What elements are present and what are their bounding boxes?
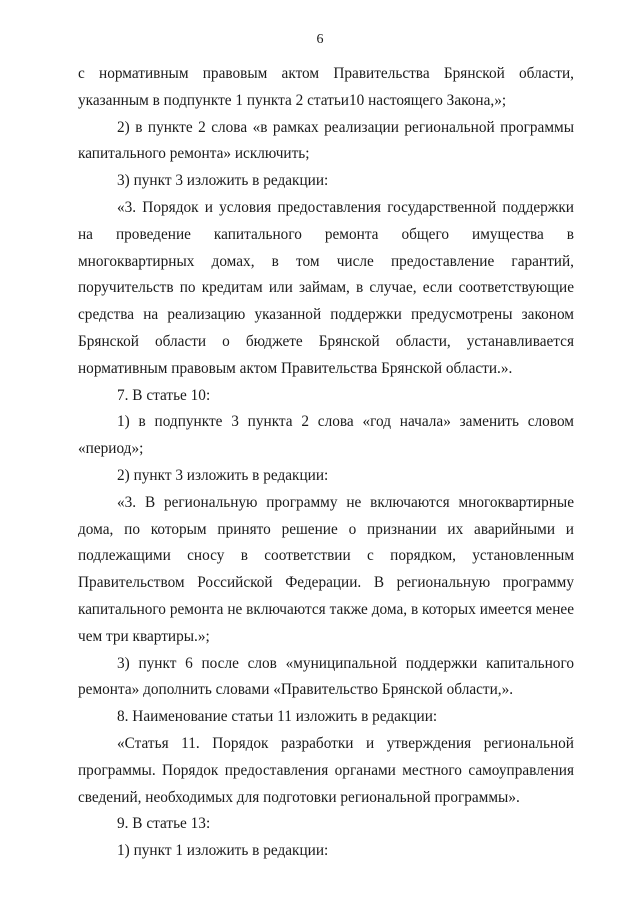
paragraph-continuation: с нормативным правовым актом Правительства Брянской области, указанным в подпункте 1 пункта 2 статьи10 настоящего Закона,»;	[78, 65, 574, 109]
paragraph-item-3-heading: 3) пункт 3 изложить в редакции:	[117, 172, 329, 190]
paragraph-article-13-item-1: 1) пункт 1 изложить в редакции:	[117, 842, 329, 860]
page-number: 6	[316, 32, 324, 47]
paragraph-article-10-item-1: 1) в подпункте 3 пункта 2 слова «год начала» заменить словом «период»;	[78, 413, 574, 458]
paragraph-article-11-title-change: 8. Наименование статьи 11 изложить в редакции:	[117, 708, 438, 726]
paragraph-quote-program-exclusion: «3. В региональную программу не включаются многоквартирные дома, по которым принято решение о признании их аварийными и подлежащими сносу в соответствии с порядком, установленным Правительством Российской Федерации. В региональную программу капитального ремонта не включаются также дома, в которых имеется менее чем три квартиры.»;	[78, 493, 574, 645]
paragraph-article-13-heading: 9. В статье 13:	[117, 815, 211, 833]
paragraph-item-2-exclude: 2) в пункте 2 слова «в рамках реализации региональной программы капитального ремонта» исключить;	[78, 118, 574, 163]
paragraph-quote-article-11: «Статья 11. Порядок разработки и утверждения региональной программы. Порядок предоставления органами местного самоуправления сведений, необходимых для подготовки региональной программы».	[78, 734, 574, 806]
paragraph-article-10-item-2: 2) пункт 3 изложить в редакции:	[117, 466, 329, 484]
paragraph-quote-support-order: «3. Порядок и условия предоставления государственной поддержки на проведение капитального ремонта общего имущества в многоквартирных домах, в том числе предоставление гарантий, поручительств по кредитам или займам, в случае, если соответствующие средства на реализацию указанной поддержки предусмотрены законом Брянской области о бюджете Брянской области, устанавливается нормативным правовым актом Правительства Брянской области.».	[78, 198, 574, 377]
document-body	[78, 61, 574, 865]
paragraph-article-10-item-3: 3) пункт 6 после слов «муниципальной поддержки капитального ремонта» дополнить словами «Правительство Брянской области,».	[78, 654, 574, 699]
paragraph-article-10-heading: 7. В статье 10:	[117, 386, 211, 404]
